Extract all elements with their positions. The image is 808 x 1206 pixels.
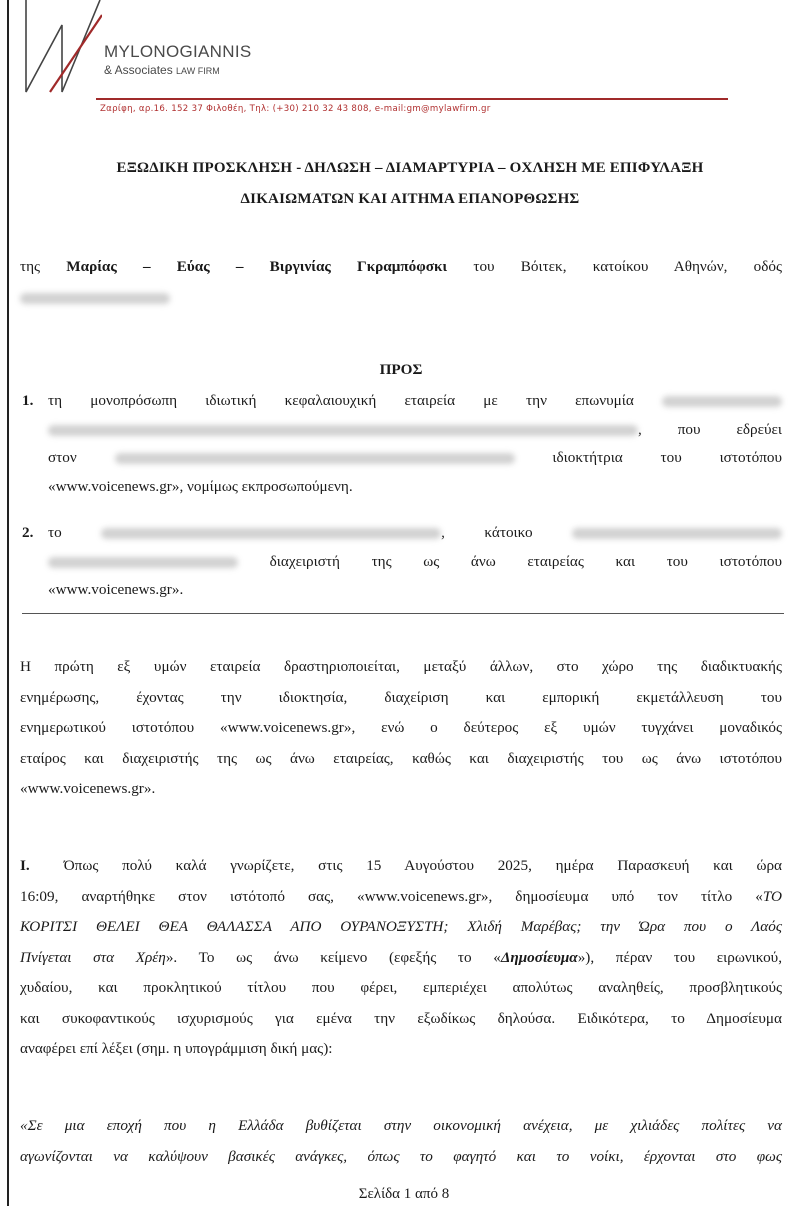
section-divider	[22, 613, 784, 614]
section-1-line-2	[20, 882, 782, 913]
redacted-person-address-cont	[48, 557, 238, 568]
recipient-2-text-1b: , κάτοικο	[441, 524, 533, 541]
sender-suffix: του Βόιτεκ, κατοίκου Αθηνών, οδός	[473, 258, 783, 275]
defined-term-article: Δημοσίευμα	[500, 948, 578, 966]
recipient-2-line-2	[48, 548, 782, 577]
redacted-address	[20, 293, 170, 304]
recipient-1-line-2	[48, 416, 782, 445]
article-title-part-2: ΚΟΡΙΤΣΙ ΘΕΛΕΙ ΘΕΑ ΘΑΛΑΣΣΑ ΑΠΟ ΟΥΡΑΝΟΞΥΣΤΗ; Χλιδή Μαρέβας; την Ώρα που ο Λαός	[20, 918, 782, 935]
redacted-person-name	[101, 528, 441, 539]
recipient-2-line-1	[48, 519, 782, 548]
pros-heading: ΠΡΟΣ	[379, 361, 423, 378]
recipient-2-text-2: διαχειριστή της ως άνω εταιρείας και του ιστοτόπου	[269, 552, 783, 570]
section-1-line-6: και συκοφαντικούς ισχυρισμούς για εμένα την εξωδίκως δηλούσα. Ειδικότερα, το Δημοσίευμα	[20, 1009, 782, 1027]
recipient-1-text-2: , που εδρεύει	[638, 420, 782, 438]
section-1-line-5: χυδαίου, και προκλητικού τίτλου που φέρει, εμπεριέχει απολύτως αναληθείς, προσβλητικούς	[20, 979, 782, 996]
sender-prefix: της	[20, 258, 41, 275]
redacted-company-name-cont	[48, 425, 638, 436]
recipient-2-line-3: «www.voicenews.gr».	[48, 581, 184, 598]
section-1-line-7: αναφέρει επί λέξει (σημ. η υπογράμμιση δική μας):	[20, 1040, 333, 1057]
recipient-2-text-1a: το	[48, 524, 62, 541]
firm-logo-mark	[22, 0, 102, 95]
section-1-text-4b: »), πέραν του ειρωνικού,	[577, 948, 782, 966]
section-1-label: I.	[20, 857, 30, 874]
firm-name: MYLONOGIANNIS	[104, 42, 252, 61]
intro-paragraph	[20, 652, 782, 805]
quote-line-1: «Σε μια εποχή που η Ελλάδα βυθίζεται στην οικονομική ανέχεια, με χιλιάδες πολίτες να	[20, 1117, 782, 1134]
section-1-text-1: Όπως πολύ καλά γνωρίζετε, στις 15 Αυγούστου 2025, ημέρα Παρασκευή και ώρα	[63, 857, 782, 874]
sender-line-1	[20, 252, 782, 283]
firm-subtitle-text: & Associates	[104, 63, 173, 77]
sender-line-2	[20, 283, 782, 314]
section-1-line-4	[20, 943, 782, 974]
sender-paragraph	[20, 252, 782, 313]
quote-paragraph	[20, 1111, 782, 1172]
page-number: Σελίδα 1 από 8	[358, 1186, 450, 1202]
recipient-2	[48, 519, 782, 605]
section-1-text-2: 16:09, αναρτήθηκε στον ιστότοπό σας, «www.voicenews.gr», δημοσίευμα υπό τον τίτλο «	[20, 887, 763, 905]
recipient-1-line-4: «www.voicenews.gr», νομίμως εκπροσωπούμενη.	[48, 477, 353, 495]
document-title-line-2: ΔΙΚΑΙΩΜΑΤΩΝ ΚΑΙ ΑΙΤΗΜΑ ΕΠΑΝΟΡΘΩΣΗΣ	[240, 191, 580, 207]
intro-line-2: ενημέρωσης, έχοντας την ιδιοκτησία, διαχείριση και εμπορική εκμετάλλευση του	[20, 688, 782, 706]
section-1-text-4a: ». Το ως άνω κείμενο (εφεξής το «	[165, 948, 501, 966]
header-red-rule	[96, 98, 728, 100]
recipient-1-number: 1.	[22, 392, 34, 409]
recipient-1-text-3a: στον	[48, 449, 77, 466]
intro-line-1: Η πρώτη εξ υμών εταιρεία δραστηριοποιείται, μεταξύ άλλων, στο χώρο της διαδικτυακής	[20, 658, 782, 675]
intro-line-5: «www.voicenews.gr».	[20, 780, 156, 797]
section-1-line-1	[20, 851, 782, 882]
quote-line-2: αγωνίζονται να καλύψουν βασικές ανάγκες, όπως το φαγητό και το νοίκι, έρχονται στο φως	[20, 1147, 782, 1165]
recipient-1	[48, 387, 782, 501]
recipient-1-line-1	[48, 387, 782, 416]
section-1-paragraph	[20, 851, 782, 1065]
redacted-person-address	[572, 528, 782, 539]
document-title-line-1: ΕΞΩΔΙΚΗ ΠΡΟΣΚΛΗΣΗ - ΔΗΛΩΣΗ – ΔΙΑΜΑΡΤΥΡΙΑ – ΟΧΛΗΣΗ ΜΕ ΕΠΙΦΥΛΑΞΗ	[116, 160, 704, 176]
redacted-company-name	[662, 396, 782, 407]
recipient-2-number: 2.	[22, 524, 34, 541]
intro-line-3: ενημερωτικού ιστοτόπου «www.voicenews.gr», ενώ ο δεύτερος εξ υμών τυγχάνει μοναδικός	[20, 719, 782, 736]
recipient-1-text-1: τη μονοπρόσωπη ιδιωτική κεφαλαιουχική εταιρεία με την επωνυμία	[48, 392, 634, 409]
firm-subtitle-small: LAW FIRM	[176, 66, 220, 76]
section-1-line-3	[20, 912, 782, 943]
intro-line-4: εταίρος και διαχειριστής της ως άνω εταιρείας, καθώς και διαχειριστής του ως άνω ιστοτόπου	[20, 749, 782, 767]
article-title-part-1: ΤΟ	[762, 887, 782, 905]
firm-contact-line: Ζαρίφη, αρ.16. 152 37 Φιλοθέη, Τηλ: (+30) 210 32 43 808, e-mail:gm@mylawfirm.gr	[100, 104, 491, 114]
recipient-1-line-3	[48, 444, 782, 473]
firm-subtitle	[104, 63, 220, 77]
recipient-1-text-3b: ιδιοκτήτρια του ιστοτόπου	[552, 449, 783, 466]
sender-name: Μαρίας – Εύας – Βιργινίας Γκραμπόφσκι	[66, 258, 448, 275]
redacted-company-address	[115, 453, 515, 464]
article-title-part-3: Πνίγεται στα Χρέη	[20, 948, 166, 966]
left-margin-rule	[7, 0, 9, 1206]
